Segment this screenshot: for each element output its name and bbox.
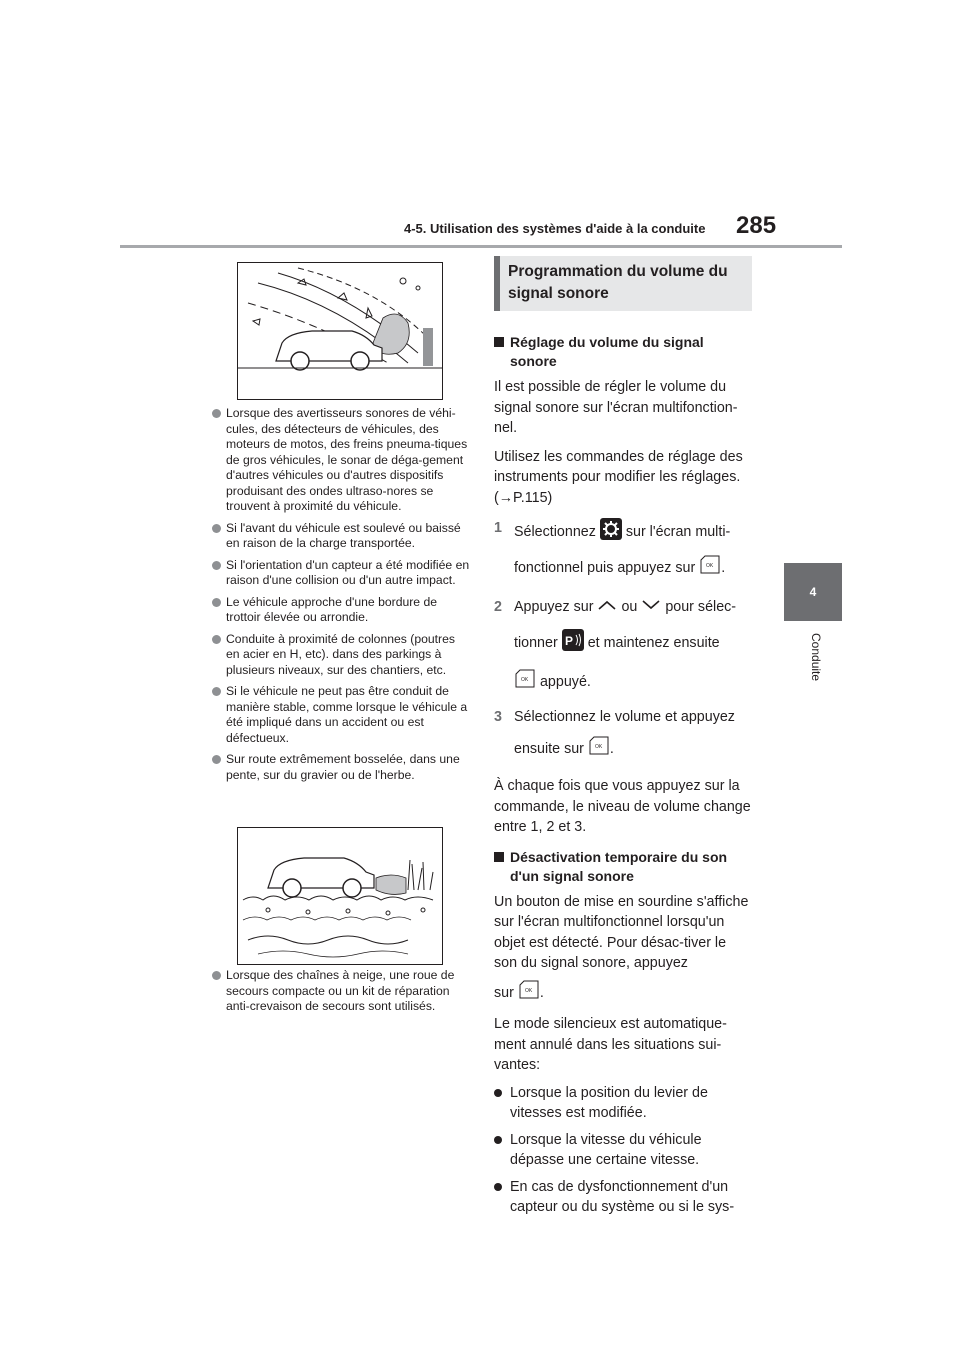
header-divider: [120, 245, 842, 248]
bullet-icon: [212, 635, 221, 644]
illustration-rough-road: [237, 827, 443, 965]
list-item: Le véhicule approche d'une bordure de trottoir élevée ou arrondie.: [212, 595, 470, 626]
list-item: Si l'orientation d'un capteur a été modifiée en raison d'une collision ou d'un autre impact.: [212, 558, 470, 589]
subheading-mute: Désactivation temporaire du son d'un signal sonore: [494, 848, 752, 886]
step-2: 2 Appuyez sur ou pour sélec- tionner P et maintenez ensuite OK appuyé.: [494, 597, 752, 695]
ok-button-icon: [588, 736, 610, 762]
paragraph: Il est possible de régler le volume du signal sonore sur l'écran multifonction-nel.: [494, 379, 738, 436]
bullet-icon: [212, 598, 221, 607]
paragraph: sur OK .: [494, 980, 752, 1007]
bullet-icon: [212, 409, 221, 418]
conditions-list: [212, 406, 470, 789]
bullet-icon: [212, 561, 221, 570]
right-column: [494, 256, 752, 1217]
ok-button-icon: [514, 669, 536, 695]
parking-sensor-icon: [562, 629, 584, 657]
gear-icon: [600, 518, 622, 546]
list-item: Lorsque des avertisseurs sonores de véhi-cules, des détecteurs de véhicules, des moteurs de motos, des freins pneuma-tiques de gros véhicules, le sonar de déga-gement d'autres véhicules ou d'autres dispositifs produisant des ondes ultraso-nores se trouvent à proximité du véhicule.: [212, 406, 470, 515]
chapter-number: 4: [809, 585, 817, 599]
page-ref: (→P.115): [494, 489, 553, 506]
bullet-icon: [494, 1183, 502, 1191]
chevron-up-icon: [597, 597, 617, 617]
svg-text:OK: OK: [524, 987, 533, 994]
chapter-label: Conduite: [809, 633, 823, 682]
square-bullet-icon: [494, 337, 504, 347]
chevron-down-icon: [641, 597, 661, 617]
svg-text:OK: OK: [706, 563, 714, 569]
square-bullet-icon: [494, 852, 504, 862]
conditions-list-2: [212, 968, 470, 1021]
bullet-icon: [212, 755, 221, 764]
illustration-leaves: [237, 262, 443, 400]
bullet-icon: [212, 524, 221, 533]
list-item: Si l'avant du véhicule est soulevé ou baissé en raison de la charge transportée.: [212, 521, 470, 552]
section-title: 4-5. Utilisation des systèmes d'aide à la conduite: [404, 221, 706, 236]
list-item: Lorsque des chaînes à neige, une roue de secours compacte ou un kit de réparation anti-crevaison de secours sont utilisés.: [212, 968, 470, 1015]
paragraph: Le mode silencieux est automatique-ment annulé dans les situations sui-vantes:: [494, 1016, 727, 1074]
bullet-icon: [494, 1089, 502, 1097]
bullet-icon: [494, 1136, 502, 1144]
chapter-tab: [784, 563, 842, 621]
ok-button-icon: [518, 980, 540, 1007]
svg-text:OK: OK: [521, 677, 529, 684]
paragraph: Un bouton de mise en sourdine s'affiche sur l'écran multifonctionnel lorsqu'un objet est détecté. Pour désac-tiver le son du signal sonore, appuyez: [494, 893, 749, 972]
step-3: 3 Sélectionnez le volume et appuyez ensuite sur OK .: [494, 707, 752, 762]
list-item: Si le véhicule ne peut pas être conduit de manière stable, comme lorsque le véhicule a été impliqué dans un accident ou est défectueux.: [212, 684, 470, 746]
section-heading: Programmation du volume du signal sonore: [494, 256, 752, 311]
bullet-icon: [212, 687, 221, 696]
page-number: 285: [736, 212, 777, 239]
list-item: Sur route extrêmement bosselée, dans une pente, sur du gravier ou de l'herbe.: [212, 752, 470, 783]
list-item: Lorsque la vitesse du véhicule dépasse une certaine vitesse.: [494, 1130, 752, 1170]
list-item: Conduite à proximité de colonnes (poutres en acier en H, etc). dans des parkings à plusieurs niveaux, sur des chantiers, etc.: [212, 632, 470, 679]
subheading-volume: Réglage du volume du signal sonore: [494, 333, 752, 371]
step-1: 1 Sélectionnez sur l'écran multi- fonctionnel puis appuyez sur OK .: [494, 518, 752, 581]
svg-text:P: P: [564, 634, 573, 649]
list-item: Lorsque la position du levier de vitesses est modifiée.: [494, 1083, 752, 1123]
list-item: En cas de dysfonctionnement d'un capteur ou du système ou si le sys-: [494, 1177, 752, 1217]
bullet-icon: [212, 971, 221, 980]
paragraph: Utilisez les commandes de réglage des instruments pour modifier les réglages. (→P.115): [494, 448, 743, 506]
ok-button-icon: [699, 555, 721, 581]
paragraph: À chaque fois que vous appuyez sur la commande, le niveau de volume change entre 1, 2 et 3.: [494, 778, 751, 836]
svg-text:OK: OK: [594, 744, 603, 751]
